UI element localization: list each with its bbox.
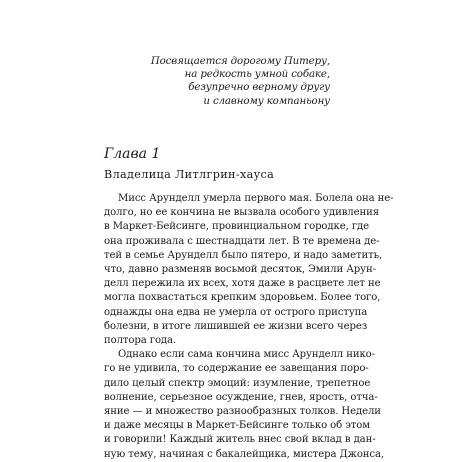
text-line: однажды она едва не умерла от острого приступа bbox=[104, 306, 368, 318]
text-line: полтора года. bbox=[104, 335, 177, 347]
text-line: Однако если сама кончина мисс Арунделл нико- bbox=[118, 349, 375, 361]
dedication bbox=[151, 55, 330, 108]
text-line: могла похвастаться крепким здоровьем. Более того, bbox=[104, 292, 381, 304]
text-line: волнение, серьезное осуждение, гнев, ярость, отча- bbox=[104, 391, 378, 403]
text-line: в Маркет-Бейсинге, провинциальном городке, где bbox=[104, 221, 369, 233]
dedication-line: безупречно верному другу bbox=[188, 82, 330, 94]
body-text bbox=[104, 192, 394, 462]
text-line: ную тему, начиная с бакалейщика, мистера Джонса, bbox=[104, 448, 384, 460]
text-line: дило целый спектр эмоций: изумление, трепетное bbox=[104, 377, 371, 389]
text-line: делл пережила их всех, хотя даже в расцвете лет не bbox=[104, 278, 381, 290]
text-line: тей в семье Арунделл было пятеро, и надо заметить, bbox=[104, 249, 383, 261]
text-line: го не удивила, то содержание ее завещания поро- bbox=[104, 363, 369, 375]
dedication-line: и славному компаньону bbox=[203, 95, 330, 107]
dedication-line: Посвящается дорогому Питеру, bbox=[150, 56, 330, 67]
text-line: болезни, в итоге лишившей ее жизни всего через bbox=[104, 320, 368, 332]
text-line: что, давно разменяв восьмой десяток, Эмили Арун- bbox=[104, 264, 376, 276]
text-line: она проживала с шестнадцати лет. В те времена де- bbox=[104, 235, 380, 247]
paragraph-1 bbox=[104, 192, 394, 348]
text-line: и даже месяцы в Маркет-Бейсинге только об этом bbox=[104, 420, 370, 432]
chapter-number: Глава 1 bbox=[104, 146, 161, 162]
text-line: долго, но ее кончина не вызвала особого удивления bbox=[104, 207, 379, 219]
paragraph-2 bbox=[104, 348, 384, 462]
text-line: Мисс Арунделл умерла первого мая. Болела она не- bbox=[118, 193, 394, 204]
chapter-title: Владелица Литлгрин-хауса bbox=[104, 168, 275, 181]
text-line: и говорили! Каждый житель внес свой вклад в дан- bbox=[104, 434, 376, 446]
text-line: яние — и множество разнообразных толков. Недели bbox=[104, 406, 381, 418]
dedication-line: на редкость умной собаке, bbox=[184, 69, 330, 81]
